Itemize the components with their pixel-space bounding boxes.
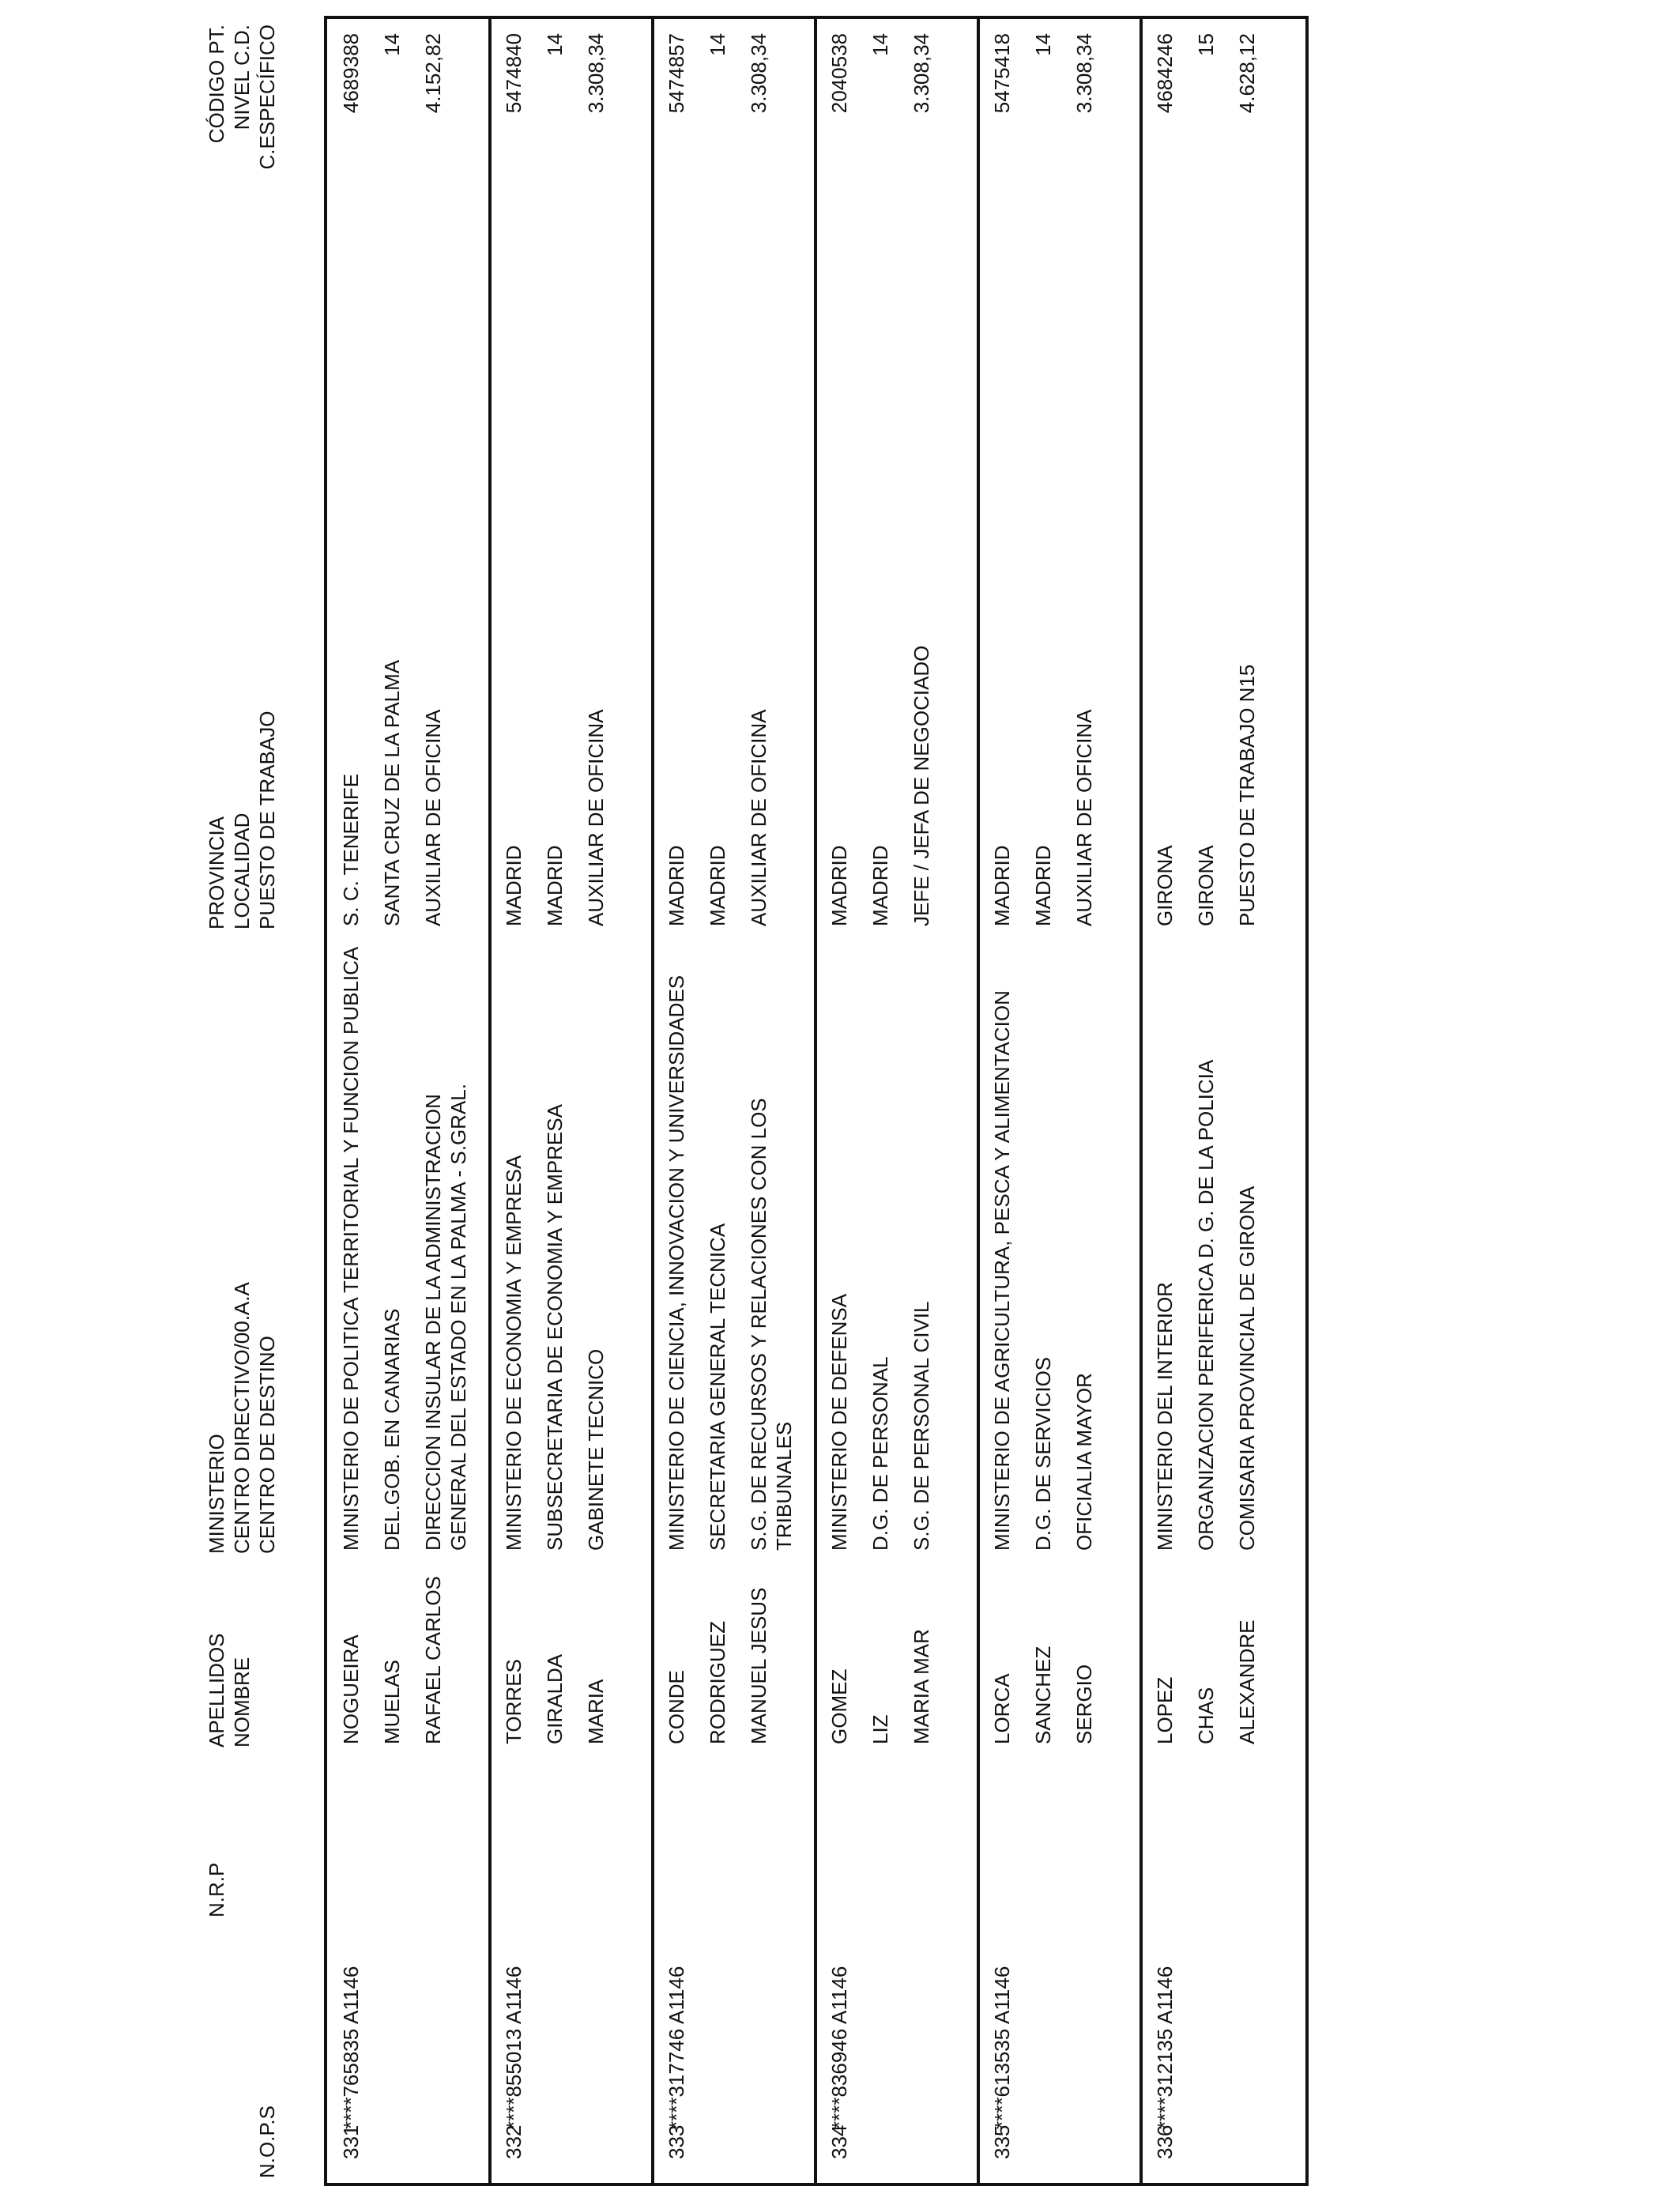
record-ministerio-line: D.G. DE PERSONAL bbox=[868, 1356, 892, 1551]
record-name-line: MARIA bbox=[584, 1679, 608, 1744]
record-row bbox=[978, 19, 1141, 2183]
record-codigo-line: 3.308,34 bbox=[584, 33, 608, 114]
record-provincia-line: MADRID bbox=[665, 845, 688, 926]
record-ministerio-line: ORGANIZACION PERIFERICA D. G. DE LA POLICIA bbox=[1194, 1059, 1218, 1551]
header-ministerio-label: MINISTERIO bbox=[205, 1434, 228, 1554]
record-row bbox=[1141, 19, 1304, 2183]
record-provincia-line: GIRONA bbox=[1194, 845, 1218, 926]
record-ministerio-line: MINISTERIO DE ECONOMIA Y EMPRESA bbox=[502, 1155, 525, 1551]
header-puesto-label: PUESTO DE TRABAJO bbox=[255, 711, 279, 929]
record-codigo-line: 14 bbox=[706, 33, 729, 56]
record-nrp: ****765835 A1146 bbox=[339, 1966, 363, 2129]
record-provincia-line: MADRID bbox=[706, 845, 729, 926]
records-table bbox=[324, 16, 1309, 2186]
record-name-line: NOGUEIRA bbox=[339, 1634, 363, 1744]
record-name-line: ALEXANDRE bbox=[1235, 1619, 1259, 1744]
record-provincia-line: PUESTO DE TRABAJO N15 bbox=[1235, 664, 1259, 926]
record-row bbox=[490, 19, 653, 2183]
record-name-line: MANUEL JESUS bbox=[747, 1587, 770, 1744]
record-provincia-line: MADRID bbox=[868, 845, 892, 926]
record-nrp: ****855013 A1146 bbox=[502, 1966, 525, 2129]
record-nops: 333 bbox=[665, 2124, 688, 2159]
record-name-line: CHAS bbox=[1194, 1687, 1218, 1744]
record-codigo-line: 14 bbox=[1031, 33, 1055, 56]
record-provincia-line: MADRID bbox=[1031, 845, 1055, 926]
record-provincia-line: MADRID bbox=[502, 845, 525, 926]
record-provincia-line: AUXILIAR DE OFICINA bbox=[1072, 709, 1096, 926]
record-provincia-line: AUXILIAR DE OFICINA bbox=[584, 709, 608, 926]
record-provincia-line: MADRID bbox=[543, 845, 567, 926]
record-row bbox=[653, 19, 816, 2183]
record-name-line: LIZ bbox=[868, 1714, 892, 1744]
record-name-line: CONDE bbox=[665, 1670, 688, 1744]
record-row bbox=[327, 19, 490, 2183]
record-name-line: LOPEZ bbox=[1153, 1676, 1177, 1744]
record-ministerio-line: COMISARIA PROVINCIAL DE GIRONA bbox=[1235, 1186, 1259, 1551]
header-localidad-label: LOCALIDAD bbox=[230, 812, 254, 929]
record-ministerio-line: SECRETARIA GENERAL TECNICA bbox=[706, 1223, 729, 1551]
record-name-line: MUELAS bbox=[380, 1660, 404, 1744]
record-nrp: ****613535 A1146 bbox=[990, 1966, 1014, 2129]
record-ministerio-line: S.G. DE RECURSOS Y RELACIONES CON LOS TRIBUNALES bbox=[747, 1098, 796, 1551]
record-nops: 336 bbox=[1153, 2124, 1177, 2159]
header-nombre-label: NOMBRE bbox=[230, 1657, 254, 1747]
header-ministerio bbox=[204, 1282, 280, 1554]
record-name-line: RAFAEL CARLOS bbox=[421, 1576, 445, 1744]
record-codigo-line: 2040538 bbox=[827, 33, 851, 114]
record-nops: 331 bbox=[339, 2124, 363, 2159]
record-ministerio-line: SUBSECRETARIA DE ECONOMIA Y EMPRESA bbox=[543, 1104, 567, 1551]
record-ministerio-line: MINISTERIO DEL INTERIOR bbox=[1153, 1282, 1177, 1551]
record-codigo-line: 14 bbox=[543, 33, 567, 56]
header-nops-label: N.O.P.S bbox=[255, 2105, 279, 2178]
header-centro-destino-label: CENTRO DE DESTINO bbox=[255, 1336, 279, 1554]
record-ministerio-line: OFICIALIA MAYOR bbox=[1072, 1373, 1096, 1551]
record-nrp: ****312135 A1146 bbox=[1153, 1966, 1177, 2129]
record-nops: 332 bbox=[502, 2124, 525, 2159]
record-name-line: SANCHEZ bbox=[1031, 1646, 1055, 1744]
record-ministerio-line: MINISTERIO DE AGRICULTURA, PESCA Y ALIMENTACION bbox=[990, 990, 1014, 1551]
record-name-line: SERGIO bbox=[1072, 1664, 1096, 1744]
record-codigo-line: 4.628,12 bbox=[1235, 33, 1259, 114]
header-nivel-label: NIVEL C.D. bbox=[230, 25, 254, 130]
header-provincia-label: PROVINCIA bbox=[205, 816, 228, 929]
header-nrp-label: N.R.P bbox=[205, 1862, 228, 1917]
record-codigo-line: 3.308,34 bbox=[747, 33, 770, 114]
header-codigo bbox=[204, 25, 280, 206]
record-nops: 335 bbox=[990, 2124, 1014, 2159]
record-codigo-line: 5474857 bbox=[665, 33, 688, 114]
record-codigo-line: 4684246 bbox=[1153, 33, 1177, 114]
header-especifico-label: C.ESPECÍFICO bbox=[255, 25, 279, 170]
header-centro-directivo-label: CENTRO DIRECTIVO/00.A.A bbox=[230, 1282, 254, 1554]
record-nrp: ****317746 A1146 bbox=[665, 1966, 688, 2129]
record-name-line: TORRES bbox=[502, 1659, 525, 1744]
record-ministerio-line: MINISTERIO DE CIENCIA, INNOVACION Y UNIVERSIDADES bbox=[665, 974, 688, 1551]
header-nops bbox=[204, 2105, 280, 2178]
record-codigo-line: 14 bbox=[868, 33, 892, 56]
record-ministerio-line: D.G. DE SERVICIOS bbox=[1031, 1356, 1055, 1551]
record-provincia-line: MADRID bbox=[827, 845, 851, 926]
record-codigo-line: 4.152,82 bbox=[421, 33, 445, 114]
record-codigo-line: 4689388 bbox=[339, 33, 363, 114]
record-codigo-line: 5475418 bbox=[990, 33, 1014, 114]
record-ministerio-line: DIRECCION INSULAR DE LA ADMINISTRACION GENERAL DEL ESTADO EN LA PALMA - S.GRAL. bbox=[421, 1084, 470, 1551]
record-ministerio-line: GABINETE TECNICO bbox=[584, 1348, 608, 1551]
record-codigo-line: 3.308,34 bbox=[1072, 33, 1096, 114]
record-codigo-line: 14 bbox=[380, 33, 404, 56]
record-codigo-line: 5474840 bbox=[502, 33, 525, 114]
record-row bbox=[816, 19, 978, 2183]
record-name-line: GIRALDA bbox=[543, 1653, 567, 1744]
header-nrp bbox=[204, 1863, 229, 1917]
record-nrp: ****836946 A1146 bbox=[827, 1966, 851, 2129]
record-name-line: MARIA MAR bbox=[910, 1629, 933, 1744]
record-provincia-line: GIRONA bbox=[1153, 845, 1177, 926]
record-provincia-line: AUXILIAR DE OFICINA bbox=[421, 709, 445, 926]
header-apellidos-label: APELLIDOS bbox=[205, 1633, 228, 1747]
header-apellidos bbox=[204, 1633, 254, 1747]
record-name-line: RODRIGUEZ bbox=[706, 1621, 729, 1744]
record-codigo-line: 15 bbox=[1194, 33, 1218, 56]
record-codigo-line: 3.308,34 bbox=[910, 33, 933, 114]
record-name-line: GOMEZ bbox=[827, 1668, 851, 1744]
record-ministerio-line: S.G. DE PERSONAL CIVIL bbox=[910, 1301, 933, 1551]
record-nops: 334 bbox=[827, 2124, 851, 2159]
record-ministerio-line: MINISTERIO DE DEFENSA bbox=[827, 1293, 851, 1551]
record-provincia-line: AUXILIAR DE OFICINA bbox=[747, 709, 770, 926]
record-provincia-line: S. C. TENERIFE bbox=[339, 773, 363, 926]
record-name-line: LORCA bbox=[990, 1673, 1014, 1744]
record-provincia-line: SANTA CRUZ DE LA PALMA bbox=[380, 659, 404, 926]
record-ministerio-line: DEL.GOB. EN CANARIAS bbox=[380, 1308, 404, 1551]
record-provincia-line: JEFE / JEFA DE NEGOCIADO bbox=[910, 645, 933, 926]
header-codigo-label: CÓDIGO PT. bbox=[205, 25, 228, 144]
record-ministerio-line: MINISTERIO DE POLITICA TERRITORIAL Y FUNCION PUBLICA bbox=[339, 946, 363, 1551]
header-provincia bbox=[204, 711, 280, 929]
record-provincia-line: MADRID bbox=[990, 845, 1014, 926]
